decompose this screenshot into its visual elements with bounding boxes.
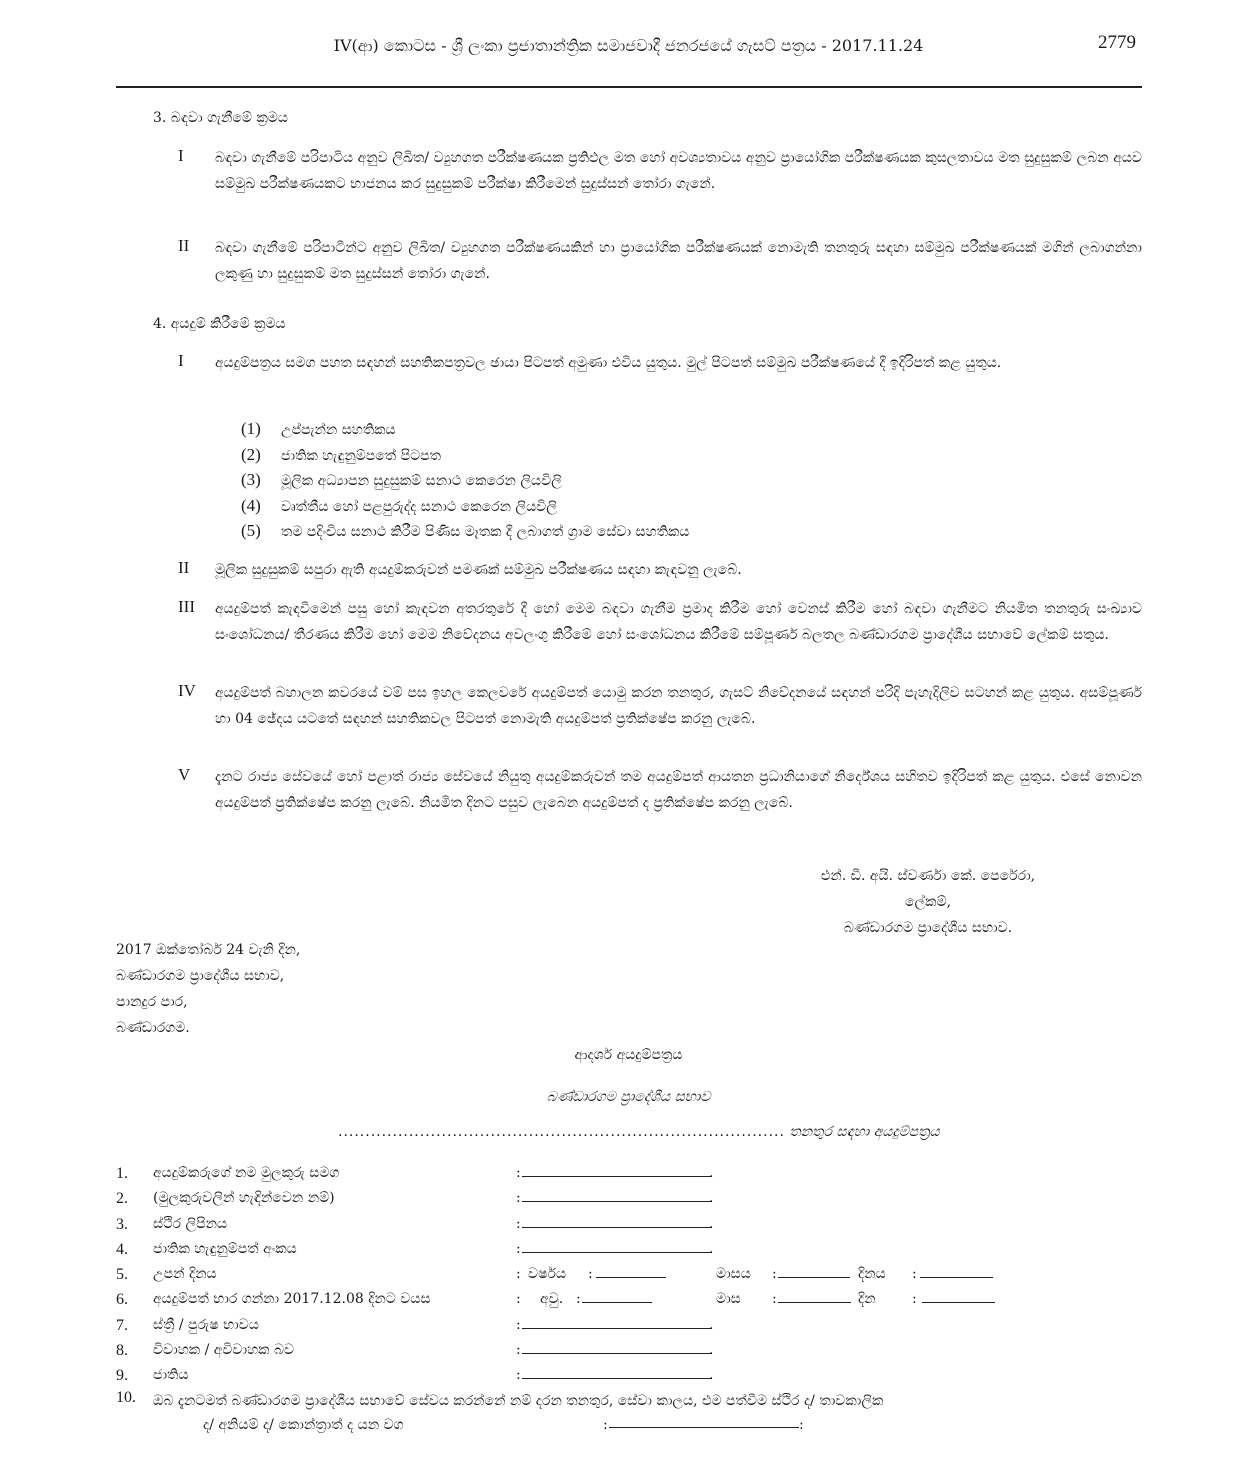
application-form-fields (116, 1161, 1146, 1389)
post-label: තනතුර සඳහා අයදුම්පත්‍රය (784, 1124, 940, 1140)
field-number: 10. (116, 1389, 136, 1406)
section-4-item-4 (178, 681, 1142, 732)
age-years-blank[interactable] (582, 1302, 652, 1303)
item-text: අයදුම්පත්‍රය සමග පහත සඳහන් සහතිකපත්‍රවල ඡායා පිටපත් අමුණා එවිය යුතුය. මුල් පිටපත් සම්මුඛ පරීක්ෂණයේ දී ඉදිරිපත් කළ යුතුය. (215, 355, 1002, 371)
address-line: බණ්ඩාරගම. (116, 1020, 190, 1036)
form-organization: බණ්ඩාරගම ප්‍රාදේශීය සභාව (546, 1089, 711, 1105)
field-colon: : (516, 1342, 521, 1359)
dob-day-label: දිනය (858, 1266, 886, 1283)
form-field-row-q10 (116, 1389, 1142, 1437)
field-colon: : (516, 1367, 521, 1384)
section-3-item-1 (178, 146, 1142, 197)
field-colon: : (516, 1165, 521, 1181)
address-line: බණ්ඩාරගම ප්‍රාදේශීය සභාව, (116, 968, 285, 984)
list-item: (2) ජාතික හැඳුනුම්පතේ පිටපත (241, 444, 441, 464)
section-4-title: 4. අයදුම් කිරීමේ ක්‍රමය (153, 316, 286, 332)
field-colon: : (516, 1215, 521, 1232)
field-label: ජාතික හැඳුනුම්පත් අංකය (153, 1240, 297, 1257)
form-title: ආදර්ශ අයදුම්පත්‍රය (574, 1047, 683, 1063)
roman-numeral: II (178, 236, 190, 255)
form-field-row-age (116, 1287, 1146, 1312)
field-label: විවාහක / අවිවාහක බව (153, 1342, 295, 1359)
field-colon: : (516, 1190, 521, 1207)
field-dot: . (709, 1342, 714, 1359)
q10-continuation (203, 1413, 1142, 1437)
field-number: 7. (116, 1316, 128, 1334)
dob-year-label: වර්ෂය (528, 1266, 567, 1283)
field-dot: . (709, 1165, 714, 1181)
dob-month-label: මාසය (716, 1266, 751, 1283)
field-blank-line[interactable] (522, 1176, 712, 1177)
section-3-title: 3. බඳවා ගැනීමේ ක්‍රමය (153, 110, 288, 126)
field-colon: : (516, 1240, 521, 1257)
address-block (116, 937, 300, 1041)
list-item: (1) උප්පැන්න සහතිකය (241, 419, 396, 438)
section-4-item-2 (178, 558, 1142, 584)
list-item: (4) වෘත්තීය හෝ පළපුරුද්ද සනාථ කෙරෙන ලියවිලි (241, 495, 557, 515)
post-blank[interactable]: .................................................................................. (338, 1124, 785, 1140)
roman-numeral: I (178, 351, 184, 370)
field-dot: . (709, 1215, 714, 1232)
page-number: 2779 (1098, 32, 1136, 53)
field-colon: : (588, 1266, 593, 1283)
item-text: මූලික සුදුසුකම් සපුරා ඇති අයදුම්කරුවන් පමණක් සම්මුඛ පරීක්ෂණය සඳහා කැඳවනු ලැබේ. (215, 562, 742, 578)
form-field-row (116, 1161, 1146, 1186)
field-dot: . (709, 1316, 714, 1333)
form-field-row (116, 1237, 1146, 1262)
list-item: (3) මූලික අධ්‍යාපන සුදුසුකම් සනාථ කෙරෙන ලියවිලි (241, 470, 562, 489)
field-colon: : (912, 1266, 917, 1283)
roman-numeral: III (178, 597, 195, 616)
field-colon: : (799, 1417, 804, 1433)
field-label: (මුලකුරුවලින් හැඳින්වෙන නම්) (153, 1190, 335, 1207)
notice-date: 2017 ඔක්තෝබර් 24 වැනි දින, (116, 942, 301, 958)
roman-numeral: II (178, 558, 190, 577)
form-field-row (116, 1363, 1146, 1388)
field-colon: : (603, 1417, 608, 1433)
dob-year-blank[interactable] (596, 1277, 666, 1278)
field-colon: : (516, 1266, 521, 1283)
age-days-label: දින (858, 1291, 876, 1308)
field-colon: : (516, 1291, 521, 1308)
field-number: 1. (116, 1165, 128, 1182)
roman-numeral: IV (178, 681, 196, 700)
age-months-label: මාස (716, 1291, 741, 1308)
roman-numeral: V (178, 765, 191, 784)
signatory-name: එන්. ඩී. අයි. ස්වර්ණා කේ. පෙරේරා, (820, 868, 1036, 884)
field-number: 2. (116, 1190, 128, 1208)
section-4-item-5 (178, 765, 1142, 816)
item-text: බඳවා ගැනීමේ පරිපාටීන්ට අනුව ලිඛිත/ ව්‍යුහගත පරීක්ෂණයකින් හා ප්‍රායෝගික පරීක්ෂණයක් නොමැති තනතුරු සඳහා සම්මුඛ පරීක්ෂණයක් මගින් ලබාගන්නා ලකුණු හා සුදුසුකම් මත සුදුස්සන් තෝරා ගැනේ. (215, 240, 1142, 282)
field-blank-line[interactable] (522, 1328, 712, 1329)
dob-day-blank[interactable] (920, 1277, 993, 1278)
field-label: ස්ත්‍රී / පුරුෂ භාවය (153, 1316, 259, 1333)
address-line: පානදුර පාර, (116, 994, 188, 1010)
field-colon: : (576, 1291, 581, 1308)
field-blank-line[interactable] (522, 1378, 712, 1379)
form-field-row (116, 1338, 1146, 1363)
field-number: 4. (116, 1240, 128, 1258)
field-number: 9. (116, 1367, 128, 1385)
field-colon: : (516, 1316, 521, 1333)
header-rule (116, 86, 1142, 88)
running-header: IV(ආ) කොටස - ශ්‍රී ලංකා ප්‍රජාතාන්ත්‍රික සමාජවාදී ජනරජයේ ගැසට් පත්‍රය - 2017.11.24 (333, 36, 924, 55)
signature-block (700, 863, 1156, 941)
field-dot: . (709, 1240, 714, 1257)
field-label: අයදුම්පත් භාර ගන්නා 2017.12.08 දිනට වයස (153, 1291, 431, 1308)
field-blank-line[interactable] (522, 1353, 712, 1354)
form-field-row (116, 1186, 1146, 1211)
item-text: බඳවා ගැනීමේ පරිපාටිය අනුව ලිඛිත/ ව්‍යුහගත පරීක්ෂණයක ප්‍රතිඵල මත හෝ අවශ්‍යතාවය අනුව ප්‍රායෝගික පරීක්ෂණයක කුසලතාවය මත සුදුසුකම් ලබන අයව සම්මුඛ පරීක්ෂණයකට භාජනය කර සුදුසුකම් පරීක්ෂා කිරීමෙන් සුදුස්සන් තෝරා ගැනේ. (215, 150, 1142, 192)
item-text: අයදුම්පත් කැඳවීමෙන් පසු හෝ කැඳවන අතරතුරේ දී හෝ මෙම බඳවා ගැනීම ප්‍රමාද කිරීම හෝ වෙනස් කිරීම හෝ බඳවා ගැනීමට නියමිත තනතුරු සංඛ්‍යාව සංශෝධනය/ තීරණය කිරීම හෝ මෙම නිවේදනය අවලංගු කිරීමේ හෝ සංශෝධනය කිරීමේ සම්පූර්ණ බලතල බණ්ඩාරගම ප්‍රාදේශීය සභාවේ ලේකම් සතුය. (215, 601, 1142, 643)
field-colon: : (772, 1266, 777, 1283)
form-field-row (116, 1313, 1146, 1338)
section-4-item-3 (178, 597, 1142, 648)
item-text: අයදුම්පත් බහාලන කවරයේ වම් පස ඉහල කෙලවරේ අයදුම්පත් යොමු කරන තනතුර, ගැසට් නිවේදනයේ සඳහන් පරිදි පැහැදිලිව සටහන් කළ යුතුය. අසම්පූර්ණ හා 04 ඡේදය යටතේ සඳහන් සහතිකවල පිටපත් නොමැති අයදුම්පත් ප්‍රතික්ෂේප කරනු ලැබේ. (215, 685, 1142, 727)
field-blank-line[interactable] (609, 1427, 799, 1428)
field-number: 3. (116, 1215, 128, 1233)
field-colon: : (912, 1291, 917, 1308)
form-post-heading (338, 1124, 940, 1140)
field-dot: . (709, 1190, 714, 1207)
roman-numeral: I (178, 146, 184, 165)
list-item: (5) තම පදිංචිය සනාථ කිරීම පිණිස මෑතක දී ලබාගත් ග්‍රාම සේවා සහතිකය (241, 521, 690, 540)
dob-month-blank[interactable] (778, 1277, 850, 1278)
age-years-label: අවු. (540, 1291, 564, 1308)
required-documents-list (241, 416, 689, 544)
signatory-title: ලේකම්, (904, 894, 952, 910)
field-number: 6. (116, 1291, 128, 1309)
field-blank-line[interactable] (522, 1227, 712, 1228)
field-number: 5. (116, 1266, 128, 1284)
section-3-item-2 (178, 236, 1142, 287)
field-label: උපන් දිනය (153, 1266, 217, 1283)
item-text: දැනට රාජ්‍ය සේවයේ හෝ පළාත් රාජ්‍ය සේවයේ නියුතු අයදුම්කරුවන් තම අයදුම්පත් ආයතන ප්‍රධානියාගේ නිර්දේශය සහිතව ඉදිරිපත් කළ යුතුය. එසේ නොවන අයදුම්පත් ප්‍රතික්ෂේප කරනු ලැබේ. නියමිත දිනට පසුව ලැබෙන අයදුම්පත් ද ප්‍රතික්ෂේප කරනු ලැබේ. (215, 769, 1142, 811)
field-blank-line[interactable] (522, 1252, 712, 1253)
field-blank-line[interactable] (522, 1201, 712, 1202)
field-label: ස්ථිර ලිපිනය (153, 1215, 228, 1232)
field-label: ජාතිය (153, 1367, 189, 1384)
form-field-row-dob (116, 1262, 1146, 1287)
field-label: ද/ අනියම් ද/ කොන්ත්‍රාත් ද යන වග (203, 1417, 404, 1433)
form-field-row (116, 1212, 1146, 1237)
field-label: අයදුම්කරුගේ නම මුලකුරු සමග (153, 1165, 340, 1181)
field-number: 8. (116, 1342, 128, 1360)
field-dot: . (709, 1367, 714, 1384)
section-4-item-1 (178, 351, 1142, 377)
age-months-blank[interactable] (778, 1302, 851, 1303)
signatory-org: බණ්ඩාරගම ප්‍රාදේශීය සභාව. (843, 920, 1013, 936)
age-days-blank[interactable] (922, 1302, 995, 1303)
field-label: ඔබ දැනටමත් බණ්ඩාරගම ප්‍රාදේශීය සභාවේ සේවය කරන්නේ නම් දරන තනතුර, සේවා කාලය, එම පත්වීම ස්ථිර ද/ තාවකාලික (153, 1393, 884, 1409)
field-colon: : (772, 1291, 777, 1308)
